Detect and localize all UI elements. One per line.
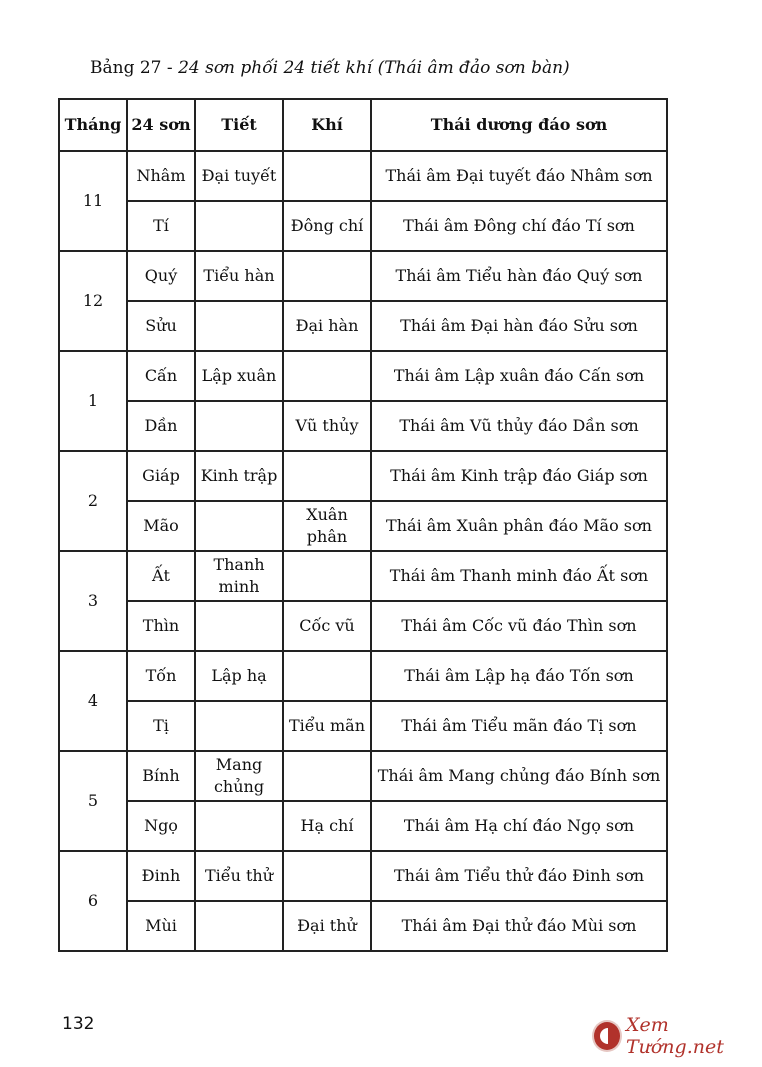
cell-khi xyxy=(283,151,371,201)
cell-khi xyxy=(283,351,371,401)
cell-tiet xyxy=(195,401,283,451)
header-khi: Khí xyxy=(283,99,371,151)
cell-thai-duong: Thái âm Tiểu mãn đáo Tị sơn xyxy=(371,701,667,751)
cell-tiet xyxy=(195,201,283,251)
table-caption xyxy=(90,58,570,78)
table-row xyxy=(59,601,667,651)
cell-thai-duong: Thái âm Tiểu hàn đáo Quý sơn xyxy=(371,251,667,301)
cell-tiet: Mang chủng xyxy=(195,751,283,801)
cell-khi xyxy=(283,851,371,901)
table-row xyxy=(59,201,667,251)
cell-son: Sửu xyxy=(127,301,195,351)
cell-tiet: Lập hạ xyxy=(195,651,283,701)
table-body xyxy=(59,151,667,951)
header-thang: Tháng xyxy=(59,99,127,151)
caption-prefix: Bảng 27 - xyxy=(90,58,173,78)
watermark-logo xyxy=(594,1014,762,1058)
cell-son: Tị xyxy=(127,701,195,751)
data-table xyxy=(58,98,668,952)
cell-son: Mùi xyxy=(127,901,195,951)
cell-thai-duong: Thái âm Hạ chí đáo Ngọ sơn xyxy=(371,801,667,851)
cell-month: 6 xyxy=(59,851,127,951)
cell-tiet: Tiểu thử xyxy=(195,851,283,901)
table-row xyxy=(59,451,667,501)
table-row xyxy=(59,701,667,751)
cell-khi: Cốc vũ xyxy=(283,601,371,651)
cell-khi: Xuân phân xyxy=(283,501,371,551)
cell-tiet: Lập xuân xyxy=(195,351,283,401)
table-row xyxy=(59,551,667,601)
cell-khi: Tiểu mãn xyxy=(283,701,371,751)
cell-month: 12 xyxy=(59,251,127,351)
cell-khi: Đại hàn xyxy=(283,301,371,351)
table-row xyxy=(59,651,667,701)
cell-khi: Vũ thủy xyxy=(283,401,371,451)
cell-tiet xyxy=(195,801,283,851)
table-row xyxy=(59,751,667,801)
header-tiet: Tiết xyxy=(195,99,283,151)
table-row xyxy=(59,401,667,451)
table-row xyxy=(59,301,667,351)
caption-title: 24 sơn phối 24 tiết khí (Thái âm đảo sơn bàn) xyxy=(178,58,570,78)
header-thai-duong: Thái dương đáo sơn xyxy=(371,99,667,151)
cell-khi xyxy=(283,751,371,801)
cell-khi xyxy=(283,451,371,501)
table-row xyxy=(59,501,667,551)
cell-son: Cấn xyxy=(127,351,195,401)
cell-thai-duong: Thái âm Đông chí đáo Tí sơn xyxy=(371,201,667,251)
cell-khi: Đại thử xyxy=(283,901,371,951)
table-row xyxy=(59,801,667,851)
cell-tiet: Kinh trập xyxy=(195,451,283,501)
cell-tiet: Thanh minh xyxy=(195,551,283,601)
cell-month: 11 xyxy=(59,151,127,251)
table-row xyxy=(59,851,667,901)
yin-yang-icon xyxy=(594,1022,620,1050)
cell-tiet xyxy=(195,501,283,551)
cell-son: Mão xyxy=(127,501,195,551)
cell-khi xyxy=(283,651,371,701)
cell-thai-duong: Thái âm Đại tuyết đáo Nhâm sơn xyxy=(371,151,667,201)
cell-thai-duong: Thái âm Lập xuân đáo Cấn sơn xyxy=(371,351,667,401)
table-row xyxy=(59,901,667,951)
cell-son: Quý xyxy=(127,251,195,301)
cell-khi: Đông chí xyxy=(283,201,371,251)
table-row xyxy=(59,151,667,201)
cell-thai-duong: Thái âm Cốc vũ đáo Thìn sơn xyxy=(371,601,667,651)
cell-thai-duong: Thái âm Thanh minh đáo Ất sơn xyxy=(371,551,667,601)
cell-tiet: Đại tuyết xyxy=(195,151,283,201)
cell-tiet xyxy=(195,901,283,951)
cell-tiet xyxy=(195,301,283,351)
cell-son: Giáp xyxy=(127,451,195,501)
cell-son: Ất xyxy=(127,551,195,601)
header-row xyxy=(59,99,667,151)
header-son: 24 sơn xyxy=(127,99,195,151)
cell-tiet xyxy=(195,701,283,751)
cell-month: 2 xyxy=(59,451,127,551)
cell-son: Tí xyxy=(127,201,195,251)
cell-thai-duong: Thái âm Lập hạ đáo Tốn sơn xyxy=(371,651,667,701)
cell-month: 3 xyxy=(59,551,127,651)
cell-khi: Hạ chí xyxy=(283,801,371,851)
cell-month: 4 xyxy=(59,651,127,751)
cell-thai-duong: Thái âm Kinh trập đáo Giáp sơn xyxy=(371,451,667,501)
cell-month: 1 xyxy=(59,351,127,451)
cell-khi xyxy=(283,551,371,601)
cell-tiet xyxy=(195,601,283,651)
cell-tiet: Tiểu hàn xyxy=(195,251,283,301)
cell-son: Thìn xyxy=(127,601,195,651)
cell-thai-duong: Thái âm Tiểu thử đáo Đinh sơn xyxy=(371,851,667,901)
cell-son: Tốn xyxy=(127,651,195,701)
watermark-text: Xem Tướng.net xyxy=(625,1014,724,1058)
cell-son: Bính xyxy=(127,751,195,801)
table-row xyxy=(59,251,667,301)
table-row xyxy=(59,351,667,401)
cell-son: Dần xyxy=(127,401,195,451)
cell-thai-duong: Thái âm Đại hàn đáo Sửu sơn xyxy=(371,301,667,351)
cell-khi xyxy=(283,251,371,301)
cell-thai-duong: Thái âm Mang chủng đáo Bính sơn xyxy=(371,751,667,801)
cell-son: Ngọ xyxy=(127,801,195,851)
page-number: 132 xyxy=(62,1014,95,1034)
cell-thai-duong: Thái âm Đại thử đáo Mùi sơn xyxy=(371,901,667,951)
cell-thai-duong: Thái âm Xuân phân đáo Mão sơn xyxy=(371,501,667,551)
cell-month: 5 xyxy=(59,751,127,851)
cell-thai-duong: Thái âm Vũ thủy đáo Dần sơn xyxy=(371,401,667,451)
cell-son: Đinh xyxy=(127,851,195,901)
cell-son: Nhâm xyxy=(127,151,195,201)
